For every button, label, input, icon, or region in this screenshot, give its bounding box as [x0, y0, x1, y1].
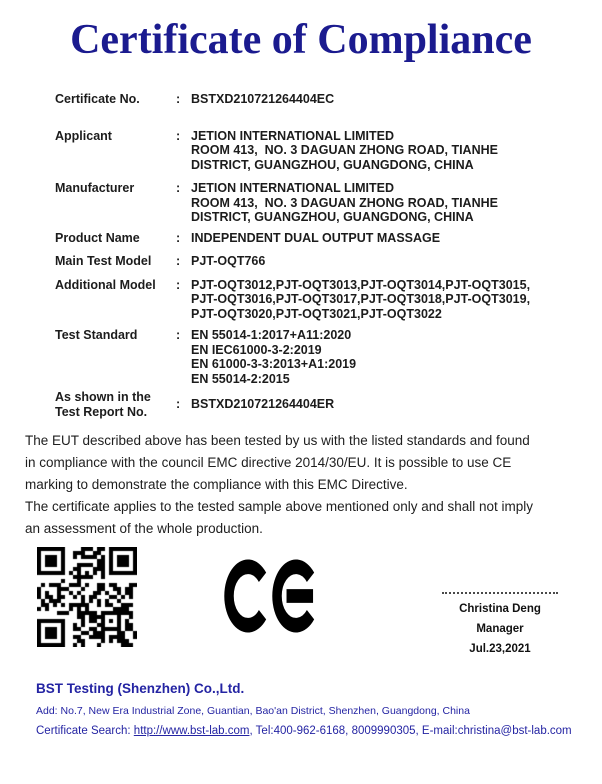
field-colon: :	[176, 328, 181, 342]
statement-line: The EUT described above has been tested by us with the listed standards and found	[25, 433, 530, 448]
field-colon: :	[176, 230, 181, 245]
field-row	[55, 129, 575, 173]
signatory-role: Manager	[476, 623, 524, 635]
field-row	[55, 328, 575, 386]
statement-line: marking to demonstrate the compliance with this EMC Directive.	[25, 477, 408, 492]
qr-code-icon	[37, 547, 137, 647]
field-row	[55, 231, 575, 246]
field-label: Certificate No.	[55, 92, 140, 106]
statement-line: The certificate applies to the tested sample above mentioned only and shall not imply	[25, 499, 534, 514]
certificate-search-label: Certificate Search:	[36, 725, 134, 737]
footer	[36, 681, 586, 737]
signature-block	[425, 592, 575, 659]
field-label: Additional Model	[55, 277, 156, 292]
lab-address: Add: No.7, New Era Industrial Zone, Guantian, Bao'an District, Shenzhen, Guangdong, China	[36, 705, 470, 717]
field-row	[55, 390, 575, 419]
field-value: INDEPENDENT DUAL OUTPUT MASSAGE	[191, 230, 441, 245]
compliance-statement	[25, 430, 570, 540]
field-label: As shown in the Test Report No.	[55, 390, 151, 419]
certificate-search-contacts: , Tel:400-962-6168, 8009990305, E-mail:christina@bst-lab.com	[249, 725, 572, 737]
certificate-title: Certificate of Compliance	[70, 17, 532, 63]
field-value: BSTXD210721264404ER	[191, 397, 335, 412]
field-row	[55, 181, 575, 225]
signatory-name: Christina Deng	[459, 603, 541, 615]
field-value: PJT-OQT3012,PJT-OQT3013,PJT-OQT3014,PJT-OQT3015, PJT-OQT3016,PJT-OQT3017,PJT-OQT3018,PJT-OQT3019, PJT-OQT3020,PJT-OQT3021,PJT-OQT3022	[191, 277, 531, 321]
field-label: Applicant	[55, 128, 112, 143]
statement-line: in compliance with the council EMC directive 2014/30/EU. It is possible to use CE	[25, 455, 512, 470]
certificate-fields	[55, 92, 575, 428]
field-colon: :	[176, 128, 181, 143]
field-label: Main Test Model	[55, 254, 152, 268]
signature-line	[442, 592, 558, 594]
ce-mark-icon	[224, 559, 320, 633]
certificate-search-line	[36, 725, 586, 737]
signature-date: Jul.23,2021	[469, 643, 531, 655]
lab-name: BST Testing (Shenzhen) Co.,Ltd.	[36, 681, 245, 696]
field-row	[55, 254, 575, 269]
field-value: JETION INTERNATIONAL LIMITED ROOM 413, NO. 3 DAGUAN ZHONG ROAD, TIANHE DISTRICT, GUANGZHOU, GUANGDONG, CHINA	[191, 181, 498, 224]
field-value: JETION INTERNATIONAL LIMITED ROOM 413, NO. 3 DAGUAN ZHONG ROAD, TIANHE DISTRICT, GUANGZHOU, GUANGDONG, CHINA	[191, 128, 498, 172]
statement-line: an assessment of the whole production.	[25, 521, 263, 536]
field-colon: :	[176, 92, 181, 106]
field-label: Test Standard	[55, 328, 138, 342]
field-value: BSTXD210721264404EC	[191, 92, 335, 106]
field-row	[55, 278, 575, 322]
field-label: Product Name	[55, 230, 140, 245]
certificate-search-link[interactable]: http://www.bst-lab.com	[133, 725, 250, 737]
field-label: Manufacturer	[55, 181, 135, 195]
field-colon: :	[176, 254, 181, 268]
field-colon: :	[176, 397, 181, 412]
field-row	[55, 92, 575, 107]
field-value: EN 55014-1:2017+A11:2020 EN IEC61000-3-2:2019 EN 61000-3-3:2013+A1:2019 EN 55014-2:2015	[191, 328, 357, 386]
field-value: PJT-OQT766	[191, 254, 266, 268]
field-colon: :	[176, 277, 181, 292]
field-colon: :	[176, 181, 181, 195]
